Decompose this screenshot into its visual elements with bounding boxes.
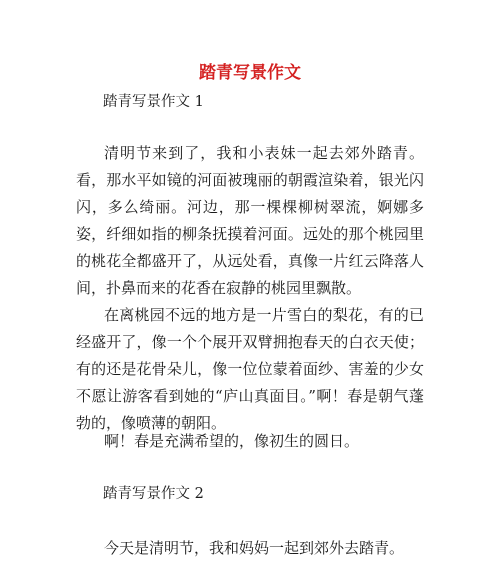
section-1-paragraph-3: 啊！春是充满希望的，像初生的圆日。 — [104, 432, 360, 450]
section-1-paragraph-1: 清明节来到了，我和小表妹一起去郊外踏青。看，那水平如镜的河面被瑰丽的朝霞渲染着，银光闪闪，多么绮丽。河边，那一棵棵柳树翠流，婀娜多姿，纤细如指的柳条抚摸着河面。远处的那个桃园里的桃花全都盛开了，从远处看，真像一片红云降落人间，扑鼻而来的花香在寂静的桃园里飘散。 — [76, 144, 424, 297]
section-heading-2: 踏青写景作文 2 — [103, 486, 204, 502]
section-2-paragraph-1: 今天是清明节，我和妈妈一起到郊外去踏青。 — [104, 539, 405, 557]
section-heading-1: 踏青写景作文 1 — [103, 94, 204, 110]
section-1-paragraph-2: 在离桃园不远的地方是一片雪白的梨花，有的已经盛开了，像一个个展开双臂拥抱春天的白衣天使；有的还是花骨朵儿，像一位位蒙着面纱、害羞的少女不愿让游客看到她的“庐山真面目。”啊！春是朝气蓬勃的，像喷薄的朝阳。 — [76, 306, 424, 432]
document-title: 踏青写景作文 — [199, 63, 301, 83]
